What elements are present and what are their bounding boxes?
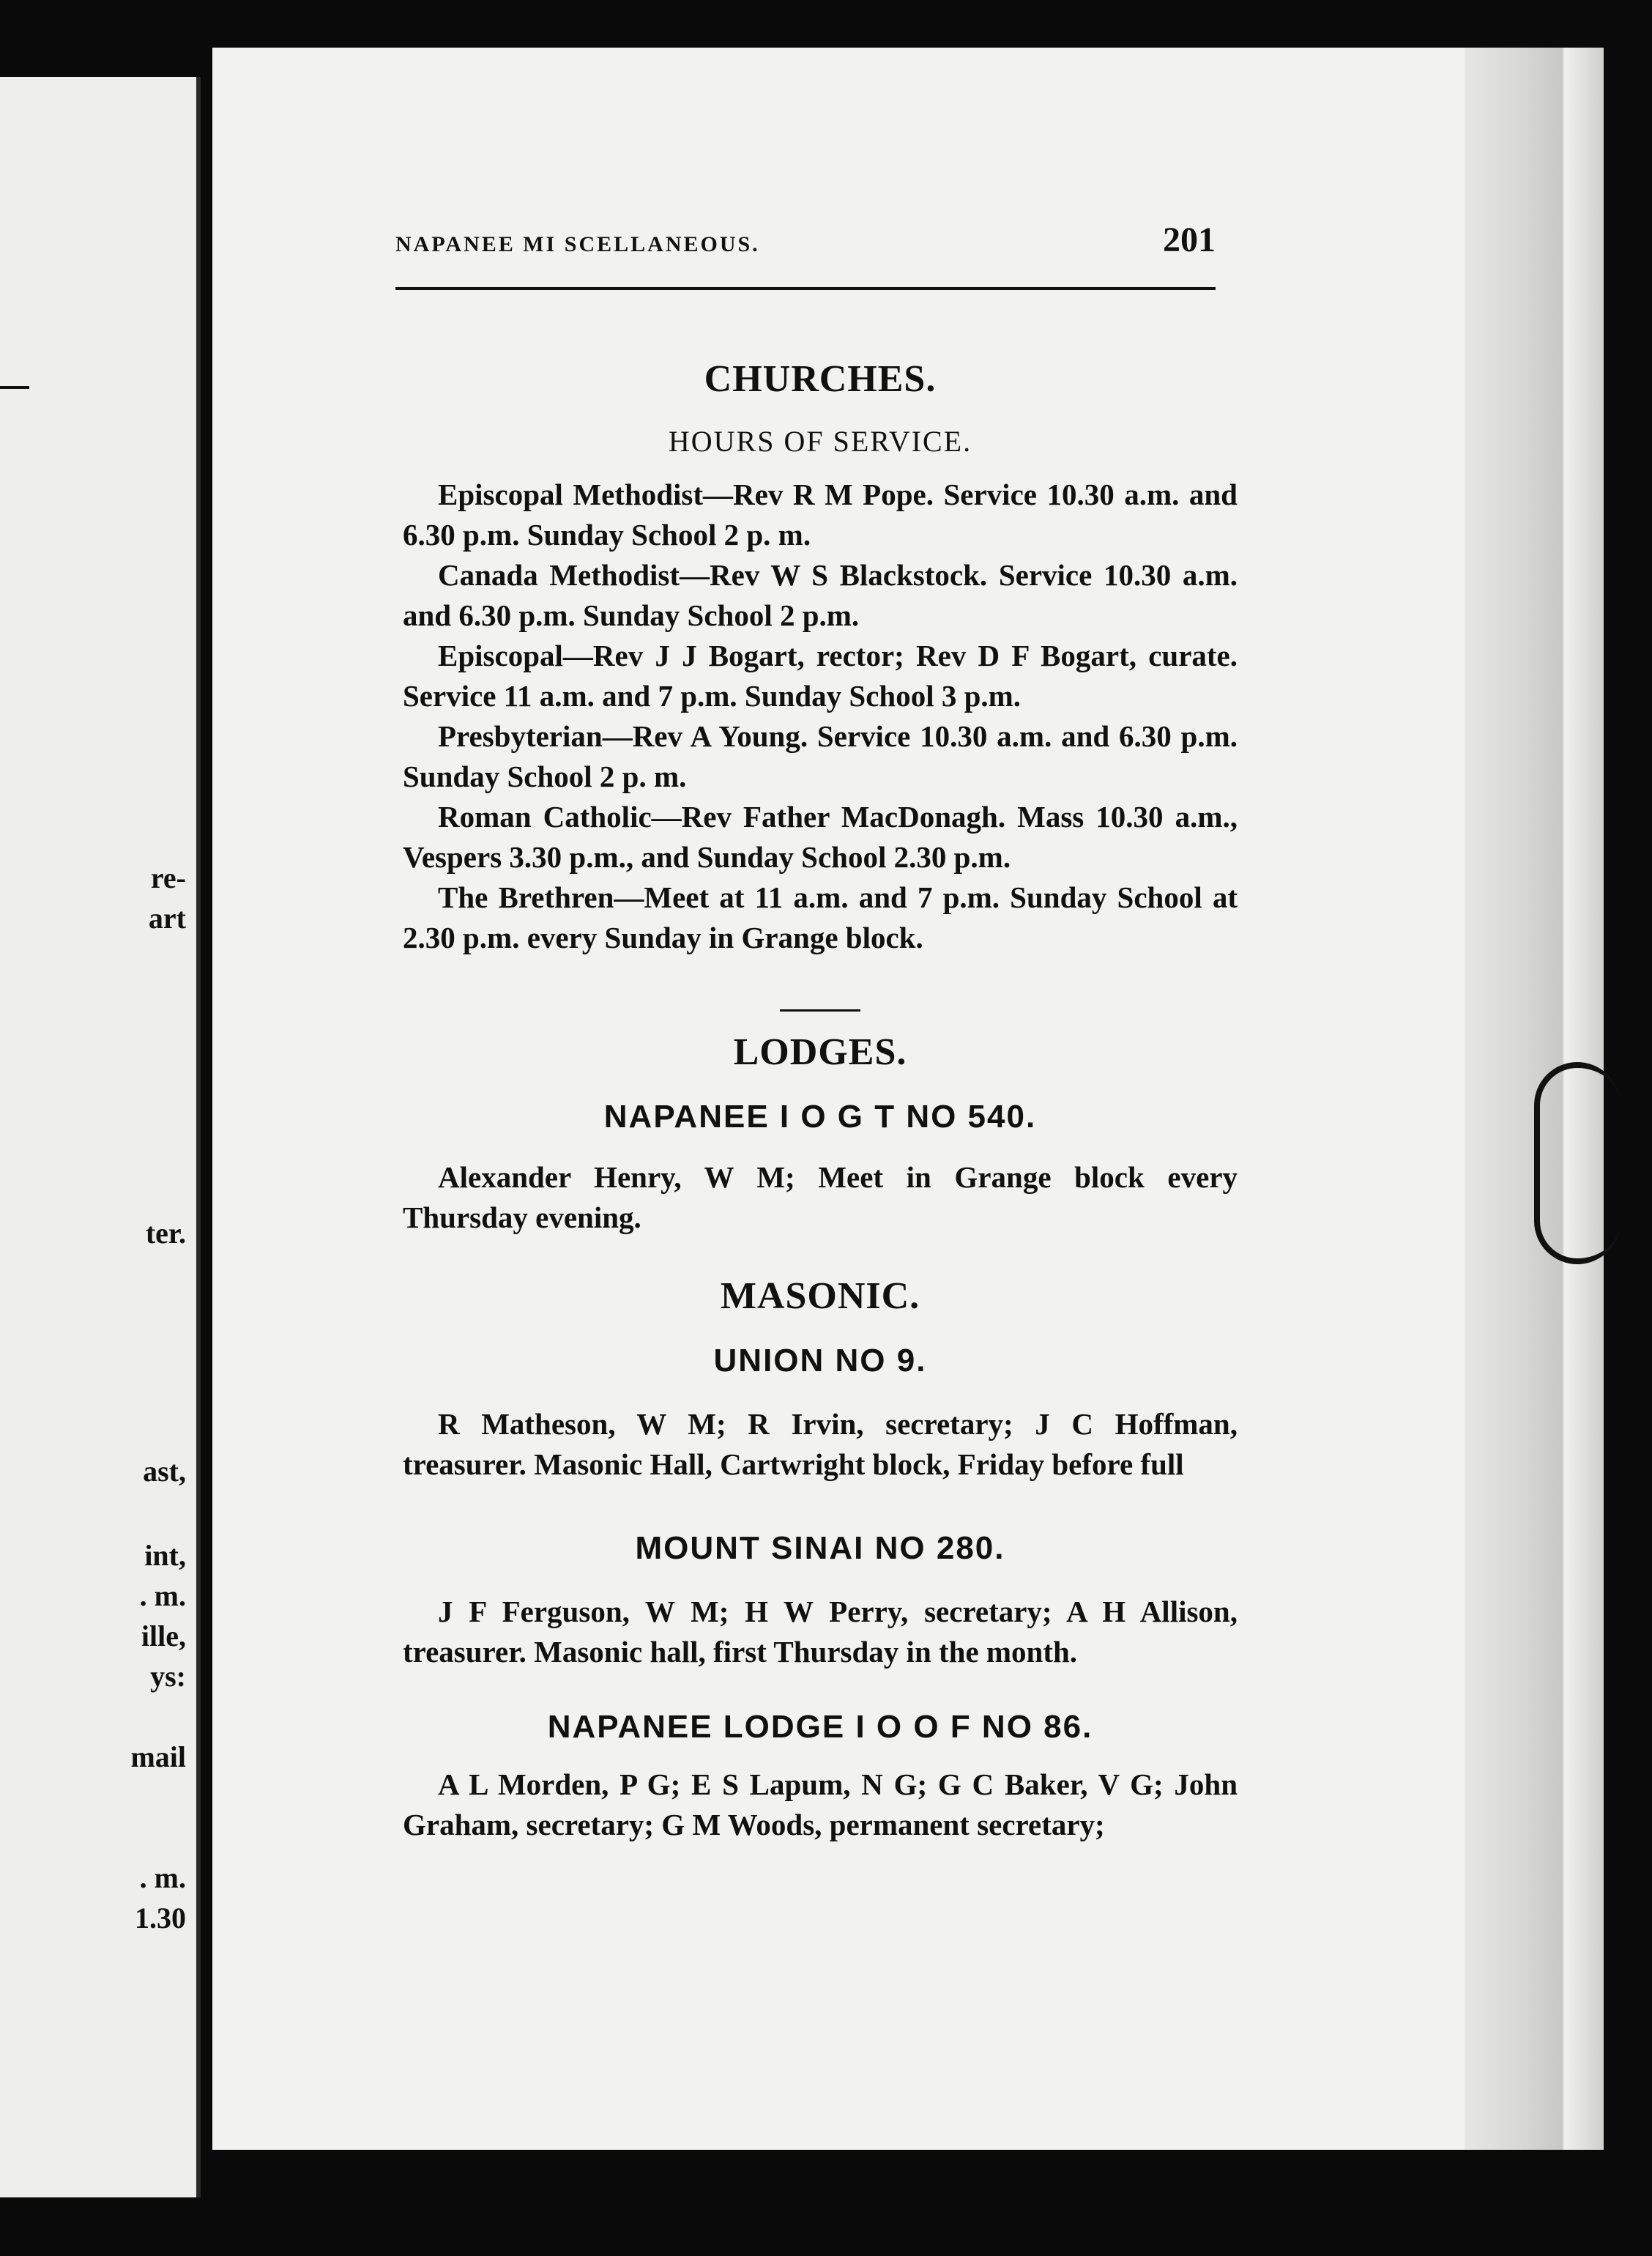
church-entry: Roman Catholic—Rev Father MacDonagh. Mass 10.30 a.m., Vespers 3.30 p.m., and Sunday School 2.30 p.m. [403,800,1238,874]
lodge-details: A L Morden, P G; E S Lapum, N G; G C Baker, V G; John Graham, secretary; G M Woods, permanent secretary; [403,1767,1238,1841]
page-header [395,220,1216,260]
church-entry: Canada Methodist—Rev W S Blackstock. Service 10.30 a.m. and 6.30 p.m. Sunday School 2 p.m. [403,558,1238,632]
section-divider [780,1009,860,1012]
left-page-fragment: art [148,902,186,935]
left-page-fragment: 1.30 [135,1901,186,1934]
left-page-fragment: ys: [150,1660,186,1693]
church-list [403,475,1238,958]
header-rule [395,287,1216,290]
left-page-fragment: re- [150,861,186,894]
church-entry: The Brethren—Meet at 11 a.m. and 7 p.m. Sunday School at 2.30 p.m. every Sunday in Grange block. [403,880,1238,954]
churches-title: CHURCHES. [704,358,937,400]
lodge-details: R Matheson, W M; R Irvin, secretary; J C Hoffman, treasurer. Masonic Hall, Cartwright block, Friday before full [403,1407,1238,1481]
left-page [0,77,201,2197]
left-page-fragment: mail [130,1740,186,1773]
page-content [403,344,1238,1845]
page-number: 201 [1163,220,1216,259]
hours-of-service-heading: HOURS OF SERVICE. [668,425,972,458]
running-head: NAPANEE MI SCELLANEOUS. [395,232,760,256]
lodge-details: Alexander Henry, W M; Meet in Grange block every Thursday evening. [403,1160,1238,1234]
lodge-name: NAPANEE LODGE I O O F NO 86. [547,1709,1093,1745]
lodge-name: MOUNT SINAI NO 280. [635,1530,1005,1566]
lodge-name: UNION NO 9. [713,1343,927,1379]
left-page-fragment: ille, [141,1619,186,1652]
lodges-title: LODGES. [733,1031,907,1073]
left-page-fragment: ast, [143,1455,186,1488]
left-page-rule [0,386,29,389]
masonic-title: MASONIC. [720,1275,920,1317]
left-page-fragment: int, [144,1539,186,1572]
church-entry: Episcopal Methodist—Rev R M Pope. Service 10.30 a.m. and 6.30 p.m. Sunday School 2 p. m. [403,478,1238,552]
left-page-fragment: . m. [139,1579,186,1612]
church-entry: Episcopal—Rev J J Bogart, rector; Rev D F Bogart, curate. Service 11 a.m. and 7 p.m. Sunday School 3 p.m. [403,639,1238,713]
lodge-details: J F Ferguson, W M; H W Perry, secretary; A H Allison, treasurer. Masonic hall, first Thursday in the month. [403,1595,1238,1669]
edge-stamp [1534,1062,1621,1264]
left-page-fragment: ter. [145,1217,186,1250]
left-page-fragment: . m. [139,1861,186,1894]
church-entry: Presbyterian—Rev A Young. Service 10.30 a.m. and 6.30 p.m. Sunday School 2 p. m. [403,719,1238,793]
lodge-name: NAPANEE I O G T NO 540. [603,1099,1037,1135]
